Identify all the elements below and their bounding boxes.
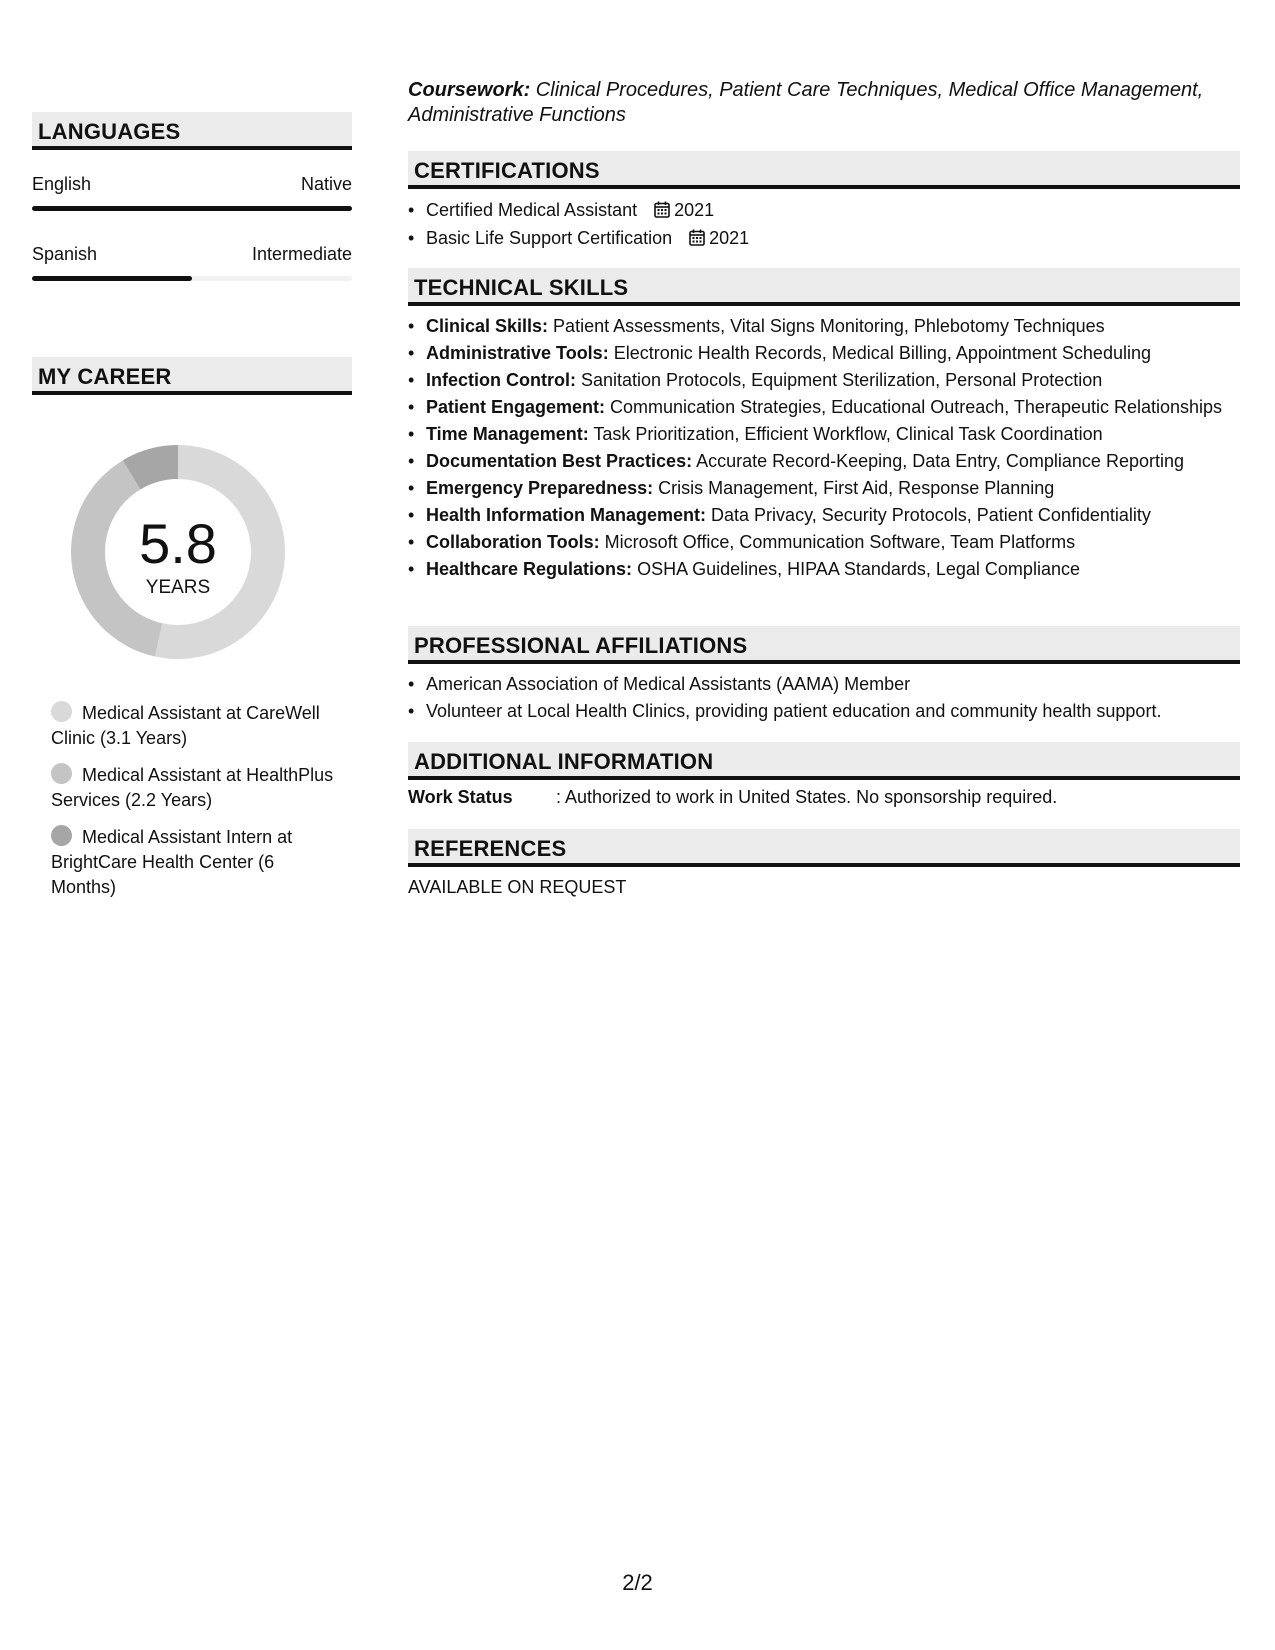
skill-label: Administrative Tools: xyxy=(426,343,609,363)
technical-skills-list xyxy=(408,314,1240,584)
career-legend-item xyxy=(51,825,341,900)
work-status-value: : Authorized to work in United States. No sponsorship required. xyxy=(556,787,1058,807)
language-bar-fill xyxy=(32,276,192,281)
additional-info-heading: ADDITIONAL INFORMATION xyxy=(408,742,1240,780)
skill-text: OSHA Guidelines, HIPAA Standards, Legal Compliance xyxy=(632,559,1080,579)
certifications-heading: CERTIFICATIONS xyxy=(408,151,1240,189)
list-item xyxy=(408,314,1240,339)
language-name: Spanish xyxy=(32,244,98,264)
list-item xyxy=(408,557,1240,582)
skill-label: Health Information Management: xyxy=(426,505,707,525)
calendar-icon xyxy=(654,201,670,218)
certification-name: Certified Medical Assistant xyxy=(426,200,638,220)
list-item xyxy=(408,503,1240,528)
skill-label: Time Management: xyxy=(426,424,589,444)
list-item: • American Association of Medical Assistants (AAMA) Member xyxy=(408,671,1240,698)
skill-label: Clinical Skills: xyxy=(426,316,549,336)
coursework xyxy=(408,78,1240,128)
certification-name: Basic Life Support Certification xyxy=(426,228,673,248)
list-item xyxy=(408,224,1240,252)
language-bar-english xyxy=(32,206,352,211)
skill-label: Healthcare Regulations: xyxy=(426,559,633,579)
career-total-value: 5.8 xyxy=(139,512,217,575)
certification-year: 2021 xyxy=(674,200,715,220)
affiliations-list xyxy=(408,671,1240,725)
list-item xyxy=(408,368,1240,393)
skill-text: Electronic Health Records, Medical Billing, Appointment Scheduling xyxy=(608,343,1151,363)
work-status-label: Work Status xyxy=(408,787,513,807)
skill-text: Task Prioritization, Efficient Workflow, Clinical Task Coordination xyxy=(588,424,1103,444)
career-legend-label: Medical Assistant Intern at BrightCare Health Center (6 Months) xyxy=(51,827,293,897)
coursework-text: Clinical Procedures, Patient Care Techniques, Medical Office Management, Administrative Functions xyxy=(408,79,1204,126)
skill-label: Emergency Preparedness: xyxy=(426,478,654,498)
certification-year: 2021 xyxy=(709,228,750,248)
list-item xyxy=(408,395,1240,420)
skill-text: Crisis Management, First Aid, Response Planning xyxy=(653,478,1055,498)
career-total-unit: YEARS xyxy=(145,577,211,598)
list-item: • Volunteer at Local Health Clinics, providing patient education and community health support. xyxy=(408,698,1240,725)
technical-skills-heading: TECHNICAL SKILLS xyxy=(408,268,1240,306)
career-legend-label: Medical Assistant at CareWell Clinic (3.1 Years) xyxy=(51,703,320,748)
career-legend-item xyxy=(51,763,341,813)
language-level: Native xyxy=(300,174,352,194)
career-heading: MY CAREER xyxy=(32,357,352,395)
skill-text: Sanitation Protocols, Equipment Sterilization, Personal Protection xyxy=(575,370,1103,390)
skill-text: Microsoft Office, Communication Software, Team Platforms xyxy=(599,532,1076,552)
language-name: English xyxy=(32,174,92,194)
languages-heading: LANGUAGES xyxy=(32,112,352,150)
skill-text: Accurate Record-Keeping, Data Entry, Compliance Reporting xyxy=(692,451,1184,471)
coursework-label: Coursework: xyxy=(408,79,531,101)
skill-label: Documentation Best Practices: xyxy=(426,451,693,471)
language-bar-fill xyxy=(32,206,352,211)
legend-dot-icon xyxy=(51,825,72,846)
language-bar-spanish xyxy=(32,276,352,281)
list-item xyxy=(408,341,1240,366)
certifications-list xyxy=(408,196,1240,252)
list-item xyxy=(408,530,1240,555)
skill-text: Communication Strategies, Educational Outreach, Therapeutic Relationships xyxy=(605,397,1223,417)
skill-text: Data Privacy, Security Protocols, Patient Confidentiality xyxy=(706,505,1151,525)
legend-dot-icon xyxy=(51,763,72,784)
list-item xyxy=(408,476,1240,501)
references-heading: REFERENCES xyxy=(408,829,1240,867)
skill-text: Patient Assessments, Vital Signs Monitoring, Phlebotomy Techniques xyxy=(548,316,1105,336)
work-status-row xyxy=(408,787,1240,808)
list-item xyxy=(408,449,1240,474)
skill-label: Infection Control: xyxy=(426,370,576,390)
career-legend-label: Medical Assistant at HealthPlus Services (2.2 Years) xyxy=(51,765,334,810)
career-donut-chart xyxy=(66,440,290,664)
career-legend-item xyxy=(51,701,341,751)
legend-dot-icon xyxy=(51,701,72,722)
page-number: 2/2 xyxy=(622,1570,653,1595)
list-item xyxy=(408,422,1240,447)
skill-label: Patient Engagement: xyxy=(426,397,606,417)
skill-label: Collaboration Tools: xyxy=(426,532,600,552)
references-text: AVAILABLE ON REQUEST xyxy=(408,877,627,897)
affiliations-heading: PROFESSIONAL AFFILIATIONS xyxy=(408,626,1240,664)
calendar-icon xyxy=(689,229,705,246)
language-level: Intermediate xyxy=(251,244,352,264)
list-item xyxy=(408,196,1240,224)
